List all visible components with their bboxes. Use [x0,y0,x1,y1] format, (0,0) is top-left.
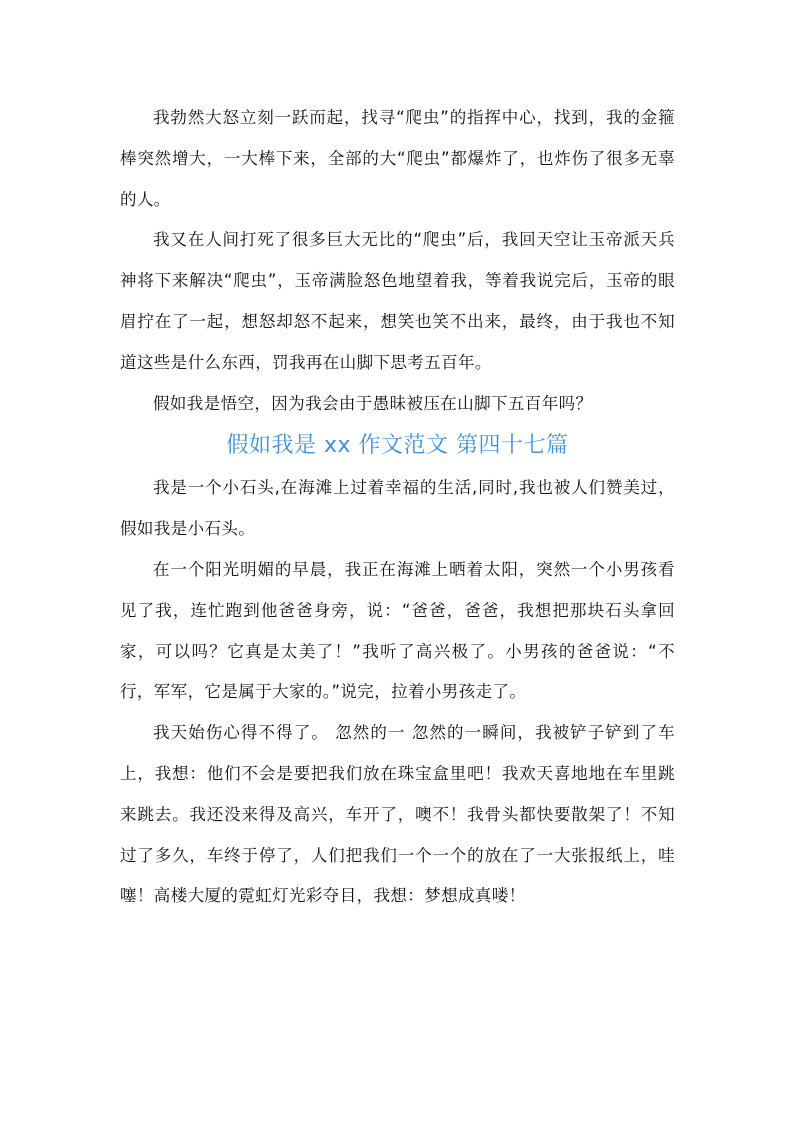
document-body [120,98,675,917]
paragraph-3: 假如我是悟空，因为我会由于愚昧被压在山脚下五百年吗？ [153,393,593,413]
paragraph-6: 我天始伤心得不得了。 忽然的一 忽然的一瞬间，我被铲子铲到了车上，我想：他们不会是要把我们放在珠宝盒里吧！我欢天喜地地在车里跳来跳去。我还没来得及高兴，车开了，噢不！我骨头都快要散架了！不知过了多久，车终于停了，人们把我们一个一个的放在了一大张报纸上，哇噻！高楼大厦的霓虹灯光彩夺目，我想：梦想成真喽！ [120,723,675,906]
paragraph-4: 我是一个小石头,在海滩上过着幸福的生活,同时,我也被人们赞美过，假如我是小石头。 [120,478,675,539]
paragraph-1: 我勃然大怒立刻一跃而起，找寻“爬虫”的指挥中心，找到，我的金箍棒突然增大，一大棒下来，全部的大“爬虫”都爆炸了，也炸伤了很多无辜的人。 [120,108,675,209]
section-heading: 假如我是 xx 作文范文 第四十七篇 [226,433,569,459]
paragraph-5: 在一个阳光明媚的早晨，我正在海滩上晒着太阳，突然一个小男孩看见了我，连忙跑到他爸爸身旁，说：“爸爸，爸爸，我想把那块石头拿回家，可以吗？它真是太美了！”我听了高兴极了。小男孩的爸爸说：“不行，军军，它是属于大家的。”说完，拉着小男孩走了。 [120,559,675,702]
paragraph-2: 我又在人间打死了很多巨大无比的“爬虫”后，我回天空让玉帝派天兵神将下来解决“爬虫”，玉帝满脸怒色地望着我，等着我说完后，玉帝的眼眉拧在了一起，想怒却怒不起来，想笑也笑不出来，最终，由于我也不知道这些是什么东西，罚我再在山脚下思考五百年。 [120,230,675,372]
